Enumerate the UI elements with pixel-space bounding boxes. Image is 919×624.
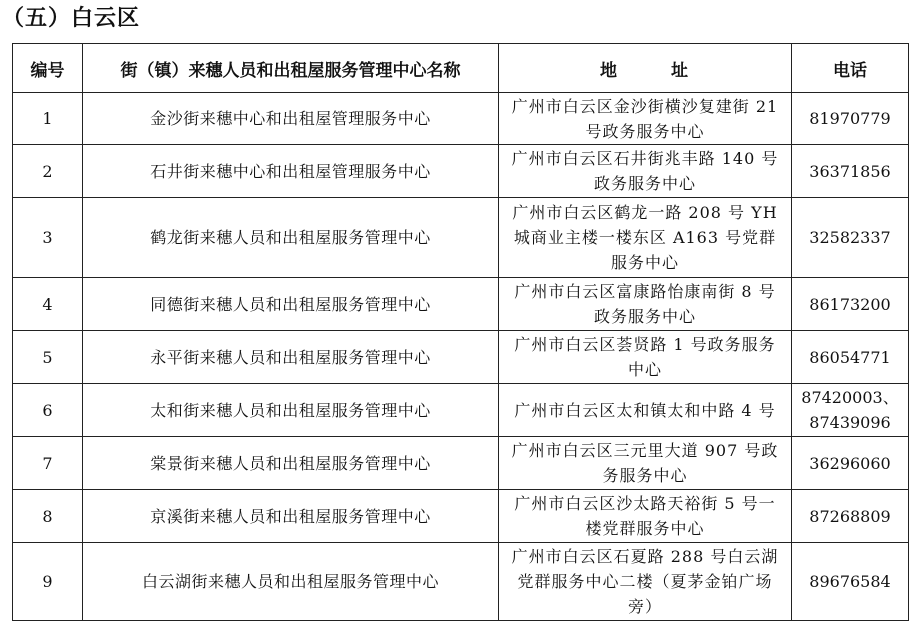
phone-number: 81970779: [792, 93, 909, 145]
address-text: 广州市白云区沙太路天裕街 5 号一楼党群服务中心: [514, 494, 776, 538]
table-row: [13, 543, 909, 621]
table-row: [13, 145, 909, 198]
row-number: 4: [13, 278, 83, 331]
phone-number: 36371856: [792, 145, 909, 198]
office-directory-table: [12, 43, 909, 621]
address-text: 广州市白云区荟贤路 1 号政务服务中心: [514, 335, 776, 379]
address-text: 广州市白云区三元里大道 907 号政务服务中心: [511, 441, 779, 485]
center-name: 永平街来穗人员和出租屋服务管理中心: [83, 331, 499, 384]
table-row: [13, 384, 909, 437]
address-text: 广州市白云区鹤龙一路 208 号 YH 城商业主楼一楼东区 A163 号党群服务中心: [512, 203, 778, 272]
row-number: 3: [13, 198, 83, 278]
table-row: [13, 331, 909, 384]
center-name: 鹤龙街来穗人员和出租屋服务管理中心: [83, 198, 499, 278]
table-row: [13, 93, 909, 145]
header-address-char-2: 址: [671, 60, 690, 81]
phone-number: 86173200: [792, 278, 909, 331]
address: [499, 278, 792, 331]
address: [499, 331, 792, 384]
center-name: 同德街来穗人员和出租屋服务管理中心: [83, 278, 499, 331]
address: [499, 198, 792, 278]
address: [499, 543, 792, 621]
table-row: [13, 437, 909, 490]
address: [499, 384, 792, 437]
address: [499, 437, 792, 490]
phone-number: 89676584: [792, 543, 909, 621]
header-center-name: 街（镇）来穗人员和出租屋服务管理中心名称: [83, 44, 499, 93]
header-address-char-1: 地: [600, 60, 619, 81]
row-number: 7: [13, 437, 83, 490]
row-number: 1: [13, 93, 83, 145]
center-name: 白云湖街来穗人员和出租屋服务管理中心: [83, 543, 499, 621]
address-text: 广州市白云区石井街兆丰路 140 号政务服务中心: [511, 149, 779, 193]
header-address: [499, 44, 792, 93]
row-number: 5: [13, 331, 83, 384]
address: [499, 145, 792, 198]
row-number: 6: [13, 384, 83, 437]
center-name: 石井街来穗中心和出租屋管理服务中心: [83, 145, 499, 198]
header-number: 编号: [13, 44, 83, 93]
phone-number: 32582337: [792, 198, 909, 278]
center-name: 金沙街来穗中心和出租屋管理服务中心: [83, 93, 499, 145]
table-row: [13, 278, 909, 331]
address: [499, 490, 792, 543]
table-row: [13, 490, 909, 543]
row-number: 9: [13, 543, 83, 621]
address-text: 广州市白云区富康路怡康南街 8 号政务服务中心: [514, 282, 776, 326]
center-name: 棠景街来穗人员和出租屋服务管理中心: [83, 437, 499, 490]
center-name: 太和街来穗人员和出租屋服务管理中心: [83, 384, 499, 437]
address-text: 广州市白云区石夏路 288 号白云湖党群服务中心二楼（夏茅金铂广场旁）: [511, 547, 779, 616]
section-title: （五）白云区: [2, 6, 141, 31]
table-header-row: [13, 44, 909, 93]
phone-number: 87268809: [792, 490, 909, 543]
phone-number: 87420003、 87439096: [792, 384, 909, 437]
row-number: 2: [13, 145, 83, 198]
phone-number: 36296060: [792, 437, 909, 490]
header-phone: 电话: [792, 44, 909, 93]
table-row: [13, 198, 909, 278]
address-text: 广州市白云区金沙街横沙复建街 21 号政务服务中心: [511, 96, 779, 141]
center-name: 京溪街来穗人员和出租屋服务管理中心: [83, 490, 499, 543]
address-text: 广州市白云区太和镇太和中路 4 号: [514, 400, 776, 420]
phone-number: 86054771: [792, 331, 909, 384]
address: [499, 93, 792, 145]
row-number: 8: [13, 490, 83, 543]
